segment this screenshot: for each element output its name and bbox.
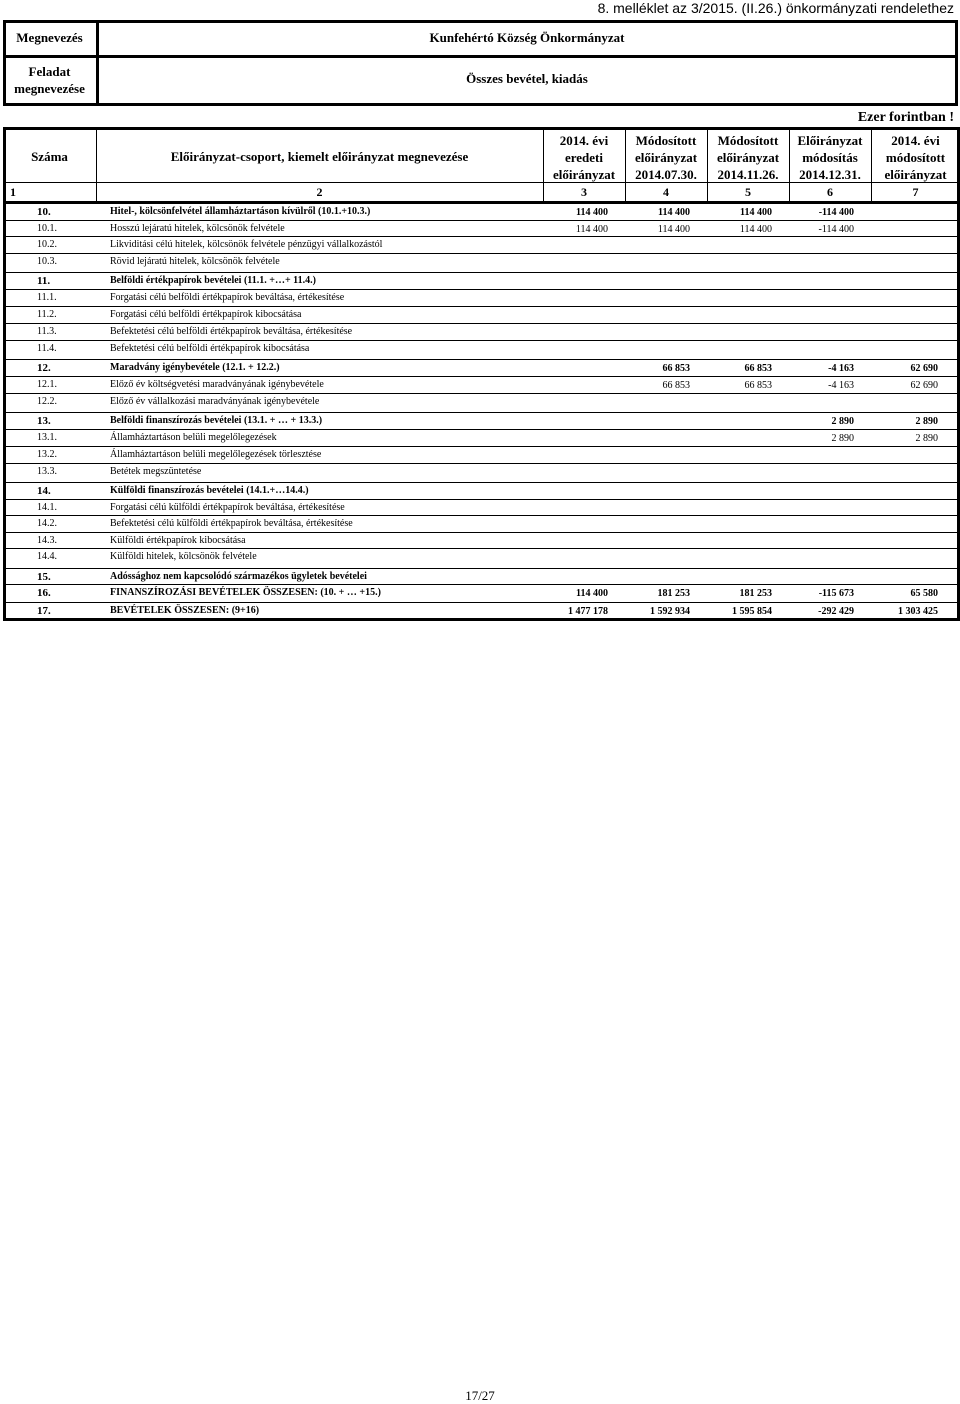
row-value-c7: 2 890 xyxy=(915,416,938,427)
table-row xyxy=(0,464,960,481)
row-label: Befektetési célú belföldi értékpapírok kibocsátása xyxy=(110,343,310,354)
row-value-c6: -4 163 xyxy=(828,380,854,391)
row-value-c6: -114 400 xyxy=(818,207,854,218)
col-header-3 xyxy=(543,132,625,183)
row-label: Külföldi értékpapírok kibocsátása xyxy=(110,535,246,546)
col-header-6-line2: módosítás xyxy=(802,150,858,165)
row-label: Befektetési célú belföldi értékpapírok beváltása, értékesítése xyxy=(110,326,353,337)
feladat-label-1: Feladat xyxy=(28,64,71,79)
megnevezes-label: Megnevezés xyxy=(16,30,83,45)
table-row xyxy=(0,377,960,394)
col-header-4 xyxy=(625,132,707,183)
row-value-c6: -114 400 xyxy=(818,224,854,235)
row-value-c6: 2 890 xyxy=(831,416,854,427)
decree-note: 8. melléklet az 3/2015. (II.26.) önkormányzati rendelethez xyxy=(597,0,954,16)
row-label: Hosszú lejáratú hitelek, kölcsönök felvétele xyxy=(110,223,285,234)
row-label: Rövid lejáratú hitelek, kölcsönök felvétele xyxy=(110,256,280,267)
col-header-4-line3: 2014.07.30. xyxy=(635,167,697,182)
row-number: 12.1. xyxy=(37,379,57,390)
feladat-label-2: megnevezése xyxy=(14,81,85,96)
col-header-szama: Száma xyxy=(31,149,68,164)
page-number: 17/27 xyxy=(465,1388,495,1403)
row-number: 14.1. xyxy=(37,502,57,513)
row-value-c7: 65 580 xyxy=(910,588,938,599)
row-label: Belföldi értékpapírok bevételei (11.1. +…+ 11.4.) xyxy=(110,275,316,286)
row-label: BEVÉTELEK ÖSSZESEN: (9+16) xyxy=(110,605,260,616)
col-header-7-line1: 2014. évi xyxy=(891,133,940,148)
row-value-c5: 66 853 xyxy=(744,363,772,374)
col-header-3-line3: előirányzat xyxy=(552,167,616,182)
col-header-7-line3: előirányzat xyxy=(884,167,947,182)
row-number: 11. xyxy=(37,275,51,287)
table-row xyxy=(0,447,960,464)
row-label: Maradvány igénybevétele (12.1. + 12.2.) xyxy=(110,362,280,373)
row-label: Forgatási célú belföldi értékpapírok kibocsátása xyxy=(110,309,302,320)
row-value-c3: 114 400 xyxy=(576,207,608,218)
table-row xyxy=(0,483,960,500)
row-number: 17. xyxy=(37,605,51,617)
row-value-c3: 1 477 178 xyxy=(568,606,608,617)
row-label: Előző év vállalkozási maradványának igénybevétele xyxy=(110,396,320,407)
col-index-5: 5 xyxy=(745,185,751,199)
row-number: 14.3. xyxy=(37,535,57,546)
row-number: 13. xyxy=(37,415,51,427)
table-row xyxy=(0,204,960,221)
col-header-6-line1: Előirányzat xyxy=(797,133,863,148)
col-header-7 xyxy=(871,132,960,183)
row-value-c7: 62 690 xyxy=(910,363,938,374)
row-number: 14.4. xyxy=(37,551,57,562)
col-index-3: 3 xyxy=(581,185,587,199)
col-index-2: 2 xyxy=(316,185,323,199)
row-label: Államháztartáson belüli megelőlegezések törlesztése xyxy=(110,449,322,460)
col-header-7-line2: módosított xyxy=(885,150,946,165)
row-value-c4: 66 853 xyxy=(662,380,690,391)
row-number: 16. xyxy=(37,587,51,599)
table-row xyxy=(0,324,960,341)
row-value-c4: 181 253 xyxy=(657,588,690,599)
table-row xyxy=(0,307,960,324)
row-number: 13.3. xyxy=(37,466,57,477)
table-row xyxy=(0,585,960,602)
row-label: FINANSZÍROZÁSI BEVÉTELEK ÖSSZESEN: (10. + … +15.) xyxy=(110,587,381,598)
row-number: 10.1. xyxy=(37,223,57,234)
row-label: Belföldi finanszírozás bevételei (13.1. + … + 13.3.) xyxy=(110,415,323,426)
row-value-c4: 66 853 xyxy=(662,363,690,374)
table-row xyxy=(0,290,960,307)
row-value-c4: 1 592 934 xyxy=(650,606,690,617)
row-value-c7: 2 890 xyxy=(915,433,938,444)
row-value-c7: 1 303 425 xyxy=(898,606,938,617)
col-index-1: 1 xyxy=(10,185,16,199)
row-value-c7: 62 690 xyxy=(910,380,938,391)
row-number: 11.2. xyxy=(37,309,57,320)
row-label: Befektetési célú külföldi értékpapírok beváltása, értékesítése xyxy=(110,518,353,529)
col-index-4: 4 xyxy=(663,185,669,199)
header-divider xyxy=(3,55,958,58)
row-label: Előző év költségvetési maradványának igénybevétele xyxy=(110,379,324,390)
col-header-5-line3: 2014.11.26. xyxy=(717,167,779,182)
row-value-c6: -292 429 xyxy=(818,606,854,617)
row-number: 13.1. xyxy=(37,432,57,443)
col-header-4-line1: Módosított xyxy=(635,133,697,148)
megnevezes-value: Kunfehértó Község Önkormányzat xyxy=(429,30,625,45)
row-number: 11.4. xyxy=(37,343,57,354)
row-number: 14. xyxy=(37,485,51,497)
row-number: 10.2. xyxy=(37,239,57,250)
row-value-c6: 2 890 xyxy=(831,433,854,444)
row-value-c5: 114 400 xyxy=(739,224,772,235)
table-row xyxy=(0,413,960,430)
col-index-7: 7 xyxy=(912,185,919,199)
row-number: 12.2. xyxy=(37,396,57,407)
table-row xyxy=(0,430,960,447)
row-number: 14.2. xyxy=(37,518,57,529)
row-number: 11.3. xyxy=(37,326,57,337)
row-value-c5: 66 853 xyxy=(744,380,772,391)
row-number: 15. xyxy=(37,571,51,583)
row-value-c3: 114 400 xyxy=(576,588,608,599)
row-label: Likviditási célú hitelek, kölcsönök felvétele pénzügyi vállalkozástól xyxy=(110,239,383,250)
row-label: Külföldi finanszírozás bevételei (14.1.+…14.4.) xyxy=(110,485,309,496)
row-value-c6: -115 673 xyxy=(818,588,854,599)
feladat-value: Összes bevétel, kiadás xyxy=(466,71,588,86)
row-value-c5: 114 400 xyxy=(740,207,772,218)
row-value-c5: 1 595 854 xyxy=(732,606,772,617)
row-label: Forgatási célú belföldi értékpapírok beváltása, értékesítése xyxy=(110,292,345,303)
row-separator xyxy=(3,620,960,621)
row-number: 12. xyxy=(37,362,51,374)
col-index-6: 6 xyxy=(827,185,833,199)
row-label: Betétek megszüntetése xyxy=(110,466,202,477)
row-label: Forgatási célú külföldi értékpapírok beváltása, értékesítése xyxy=(110,502,345,513)
table-row xyxy=(0,273,960,290)
col-header-3-line1: 2014. évi xyxy=(559,133,609,148)
row-number: 13.2. xyxy=(37,449,57,460)
col-header-6 xyxy=(789,132,871,183)
row-number: 11.1. xyxy=(37,292,57,303)
row-label: Külföldi hitelek, kölcsönök felvétele xyxy=(110,551,257,562)
row-value-c4: 114 400 xyxy=(658,207,690,218)
table-row xyxy=(0,237,960,254)
header-vdivider xyxy=(96,20,99,106)
col-header-3-line2: eredeti xyxy=(564,150,604,165)
table-row xyxy=(0,603,960,620)
table-row xyxy=(0,254,960,271)
table-row xyxy=(0,360,960,377)
row-label: Államháztartáson belüli megelőlegezések xyxy=(110,432,277,443)
row-value-c6: -4 163 xyxy=(828,363,854,374)
row-value-c5: 181 253 xyxy=(739,588,772,599)
row-label: Adóssághoz nem kapcsolódó származékos ügyletek bevételei xyxy=(110,571,367,582)
table-row xyxy=(0,394,960,411)
row-label: Hitel-, kölcsönfelvétel államháztartáson kívülről (10.1.+10.3.) xyxy=(110,206,371,217)
col-header-4-line2: előirányzat xyxy=(634,150,698,165)
unit-label: Ezer forintban ! xyxy=(857,110,954,125)
col-header-6-line3: 2014.12.31. xyxy=(799,167,861,182)
col-header-megnevezes: Előirányzat-csoport, kiemelt előirányzat megnevezése xyxy=(170,149,469,164)
row-number: 10. xyxy=(37,206,51,218)
row-number: 10.3. xyxy=(37,256,57,267)
table-row xyxy=(0,341,960,358)
col-header-5-line2: előirányzat xyxy=(716,150,780,165)
col-header-5 xyxy=(707,132,789,183)
row-value-c3: 114 400 xyxy=(575,224,608,235)
table-row xyxy=(0,516,960,533)
table-row xyxy=(0,549,960,566)
col-header-5-line1: Módosított xyxy=(717,133,779,148)
row-value-c4: 114 400 xyxy=(657,224,690,235)
